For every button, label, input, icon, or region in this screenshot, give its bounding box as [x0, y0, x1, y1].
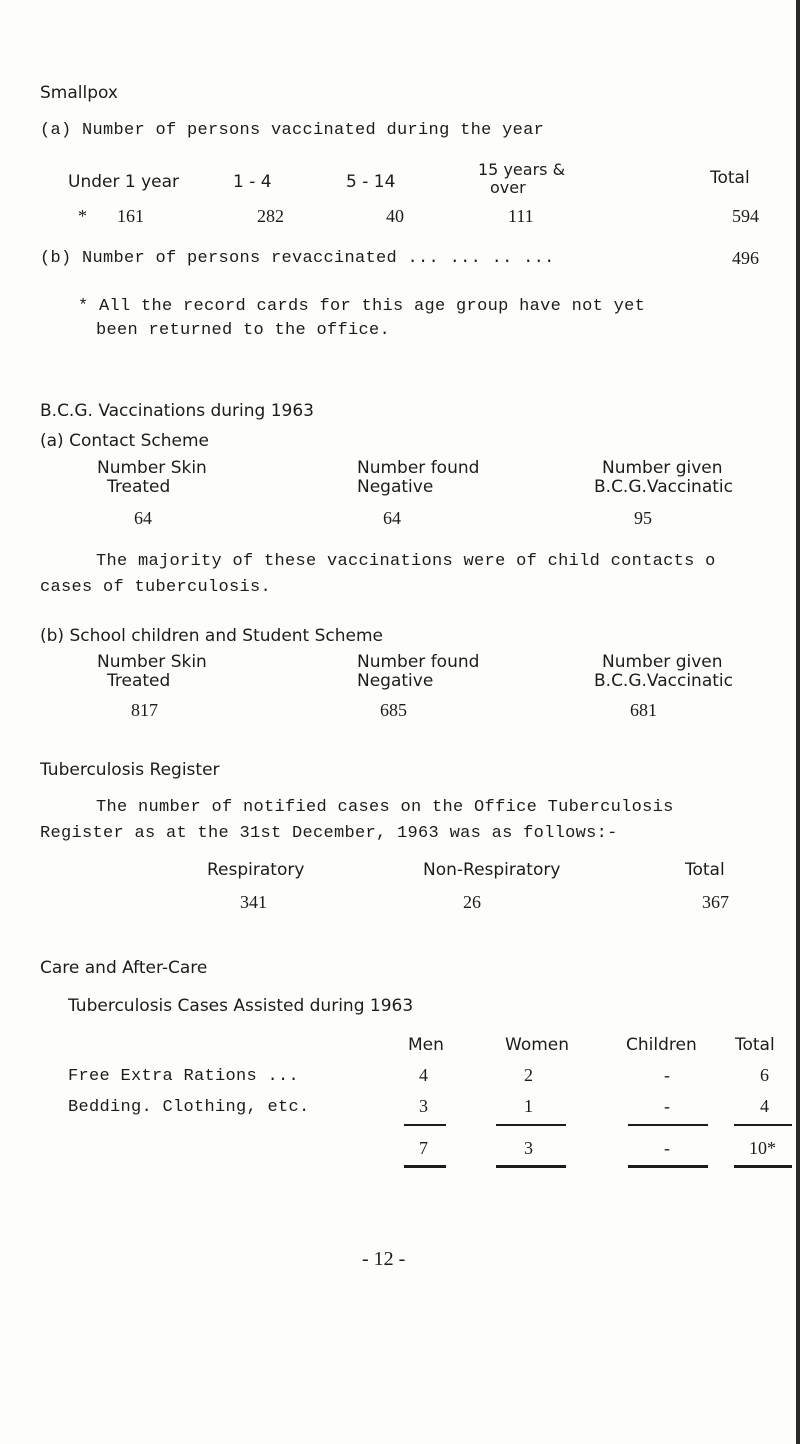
contact-note-line-2: cases of tuberculosis.: [40, 578, 272, 597]
contact-value-negative: 64: [383, 508, 401, 528]
header-15-line2: over: [490, 178, 526, 197]
school-value-given: 681: [630, 700, 657, 720]
tb-value-respiratory: 341: [240, 892, 267, 912]
care-total-men: 7: [419, 1138, 428, 1158]
header-under-1: Under 1 year: [68, 172, 180, 192]
school-scheme-label: (b) School children and Student Scheme: [40, 626, 384, 646]
contact-col3-line1: Number given: [602, 458, 723, 478]
rule-children-bottom: [628, 1165, 708, 1168]
contact-value-given: 95: [634, 508, 652, 528]
tb-register-heading: Tuberculosis Register: [40, 760, 220, 780]
value-15-over: 111: [508, 206, 534, 226]
page-edge-shadow: [796, 0, 800, 1444]
star-marker: *: [78, 206, 87, 226]
tb-value-total: 367: [702, 892, 729, 912]
care-subheading: Tuberculosis Cases Assisted during 1963: [68, 996, 414, 1016]
school-col2-line1: Number found: [357, 652, 480, 672]
care-total-women: 3: [524, 1138, 533, 1158]
care-row-women: 1: [524, 1096, 533, 1116]
smallpox-a-line: (a) Number of persons vaccinated during the year: [40, 121, 545, 140]
care-header-men: Men: [408, 1035, 444, 1055]
school-col3-line2: B.C.G.Vaccinatic: [594, 671, 733, 691]
rule-children-top: [628, 1124, 708, 1126]
care-row-women: 2: [524, 1065, 533, 1085]
rule-men-top: [404, 1124, 446, 1126]
care-row-men: 4: [419, 1065, 428, 1085]
value-1-4: 282: [257, 206, 284, 226]
tb-register-line-2: Register as at the 31st December, 1963 was as follows:-: [40, 824, 618, 843]
tb-value-non-respiratory: 26: [463, 892, 481, 912]
note-line-1: * All the record cards for this age group have not yet: [78, 297, 646, 316]
rule-men-bottom: [404, 1165, 446, 1168]
care-row-men: 3: [419, 1096, 428, 1116]
rule-total-bottom: [734, 1165, 792, 1168]
school-col3-line1: Number given: [602, 652, 723, 672]
contact-scheme-label: (a) Contact Scheme: [40, 431, 210, 451]
care-total-total: 10*: [749, 1138, 776, 1158]
rule-women-top: [496, 1124, 566, 1126]
school-col2-line2: Negative: [357, 671, 434, 691]
care-heading: Care and After-Care: [40, 958, 208, 978]
school-col1-line2: Treated: [107, 671, 171, 691]
rule-women-bottom: [496, 1165, 566, 1168]
tb-col-respiratory: Respiratory: [207, 860, 305, 880]
contact-col2-line2: Negative: [357, 477, 434, 497]
header-15-line1: 15 years &: [478, 160, 566, 179]
care-header-women: Women: [505, 1035, 570, 1055]
contact-note-line-1: The majority of these vaccinations were of child contacts o: [96, 552, 716, 571]
page-number: - 12 -: [362, 1248, 406, 1270]
revaccinated-value: 496: [732, 248, 759, 268]
care-row-total: 6: [760, 1065, 769, 1085]
contact-col2-line1: Number found: [357, 458, 480, 478]
care-row-total: 4: [760, 1096, 769, 1116]
header-total: Total: [710, 168, 750, 188]
contact-value-skin-treated: 64: [134, 508, 152, 528]
smallpox-heading: Smallpox: [40, 83, 118, 103]
contact-col1-line2: Treated: [107, 477, 171, 497]
school-col1-line1: Number Skin: [97, 652, 207, 672]
bcg-heading: B.C.G. Vaccinations during 1963: [40, 401, 314, 421]
smallpox-b-line: (b) Number of persons revaccinated ... ... .. ...: [40, 249, 555, 268]
school-value-negative: 685: [380, 700, 407, 720]
value-total: 594: [732, 206, 759, 226]
header-1-4: 1 - 4: [233, 172, 272, 192]
care-row-children: -: [664, 1065, 670, 1085]
header-5-14: 5 - 14: [346, 172, 396, 192]
care-row-label: Free Extra Rations ...: [68, 1067, 300, 1086]
school-value-skin-treated: 817: [131, 700, 158, 720]
care-total-children: -: [664, 1138, 670, 1158]
care-header-children: Children: [626, 1035, 697, 1055]
care-row-label: Bedding. Clothing, etc.: [68, 1098, 310, 1117]
note-line-2: been returned to the office.: [96, 321, 391, 340]
contact-col3-line2: B.C.G.Vaccinatic: [594, 477, 733, 497]
value-under-1: 161: [117, 206, 144, 226]
rule-total-top: [734, 1124, 792, 1126]
care-header-total: Total: [735, 1035, 775, 1055]
tb-col-non-respiratory: Non-Respiratory: [423, 860, 561, 880]
value-5-14: 40: [386, 206, 404, 226]
contact-col1-line1: Number Skin: [97, 458, 207, 478]
care-row-children: -: [664, 1096, 670, 1116]
tb-register-line-1: The number of notified cases on the Office Tuberculosis: [96, 798, 674, 817]
tb-col-total: Total: [685, 860, 725, 880]
